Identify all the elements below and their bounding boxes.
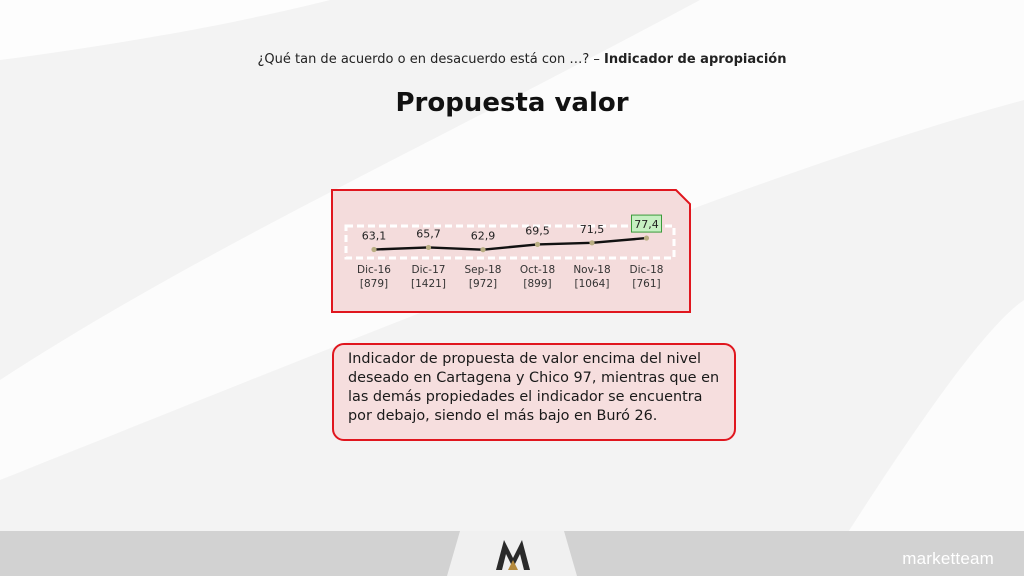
x-base-label-2: [972] xyxy=(468,278,498,290)
x-tick-label-3: Oct-18 xyxy=(519,264,556,276)
x-base-label-0: [879] xyxy=(359,278,389,290)
data-point-3 xyxy=(535,242,540,247)
x-tick-label-4: Nov-18 xyxy=(573,264,611,276)
insight-note: Indicador de propuesta de valor encima del nivel deseado en Cartagena y Chico 97, mientras que en las demás propiedades el indicador se encuentra por debajo, siendo el más bajo en Buró 26. xyxy=(332,343,736,441)
data-label-5: 77,4 xyxy=(634,218,659,232)
question-text: ¿Qué tan de acuerdo o en desacuerdo está con …? – xyxy=(257,52,600,67)
indicator-name: Indicador de apropiación xyxy=(604,52,787,67)
data-label-2: 62,9 xyxy=(470,229,496,243)
data-point-1 xyxy=(426,245,431,250)
x-tick-label-0: Dic-16 xyxy=(357,264,391,276)
x-base-label-3: [899] xyxy=(523,278,552,290)
data-label-4: 71,5 xyxy=(579,222,605,236)
data-point-5 xyxy=(644,235,649,240)
chart-panel xyxy=(332,190,690,312)
x-tick-label-1: Dic-17 xyxy=(411,264,446,276)
x-tick-label-2: Sep-18 xyxy=(464,264,502,276)
x-tick-label-5: Dic-18 xyxy=(629,264,664,276)
x-base-label-4: [1064] xyxy=(574,278,610,290)
data-label-1: 65,7 xyxy=(416,227,441,241)
data-label-3: 69,5 xyxy=(525,224,550,238)
x-base-label-5: [761] xyxy=(632,278,661,290)
brand-name: marketteam xyxy=(902,549,994,568)
data-point-0 xyxy=(371,247,376,252)
brand-logo-icon xyxy=(494,536,532,574)
data-point-2 xyxy=(480,247,485,252)
x-base-label-1: [1421] xyxy=(411,278,446,290)
data-point-4 xyxy=(589,240,594,245)
data-label-0: 63,1 xyxy=(361,229,387,243)
page-title: Propuesta valor xyxy=(395,88,629,118)
